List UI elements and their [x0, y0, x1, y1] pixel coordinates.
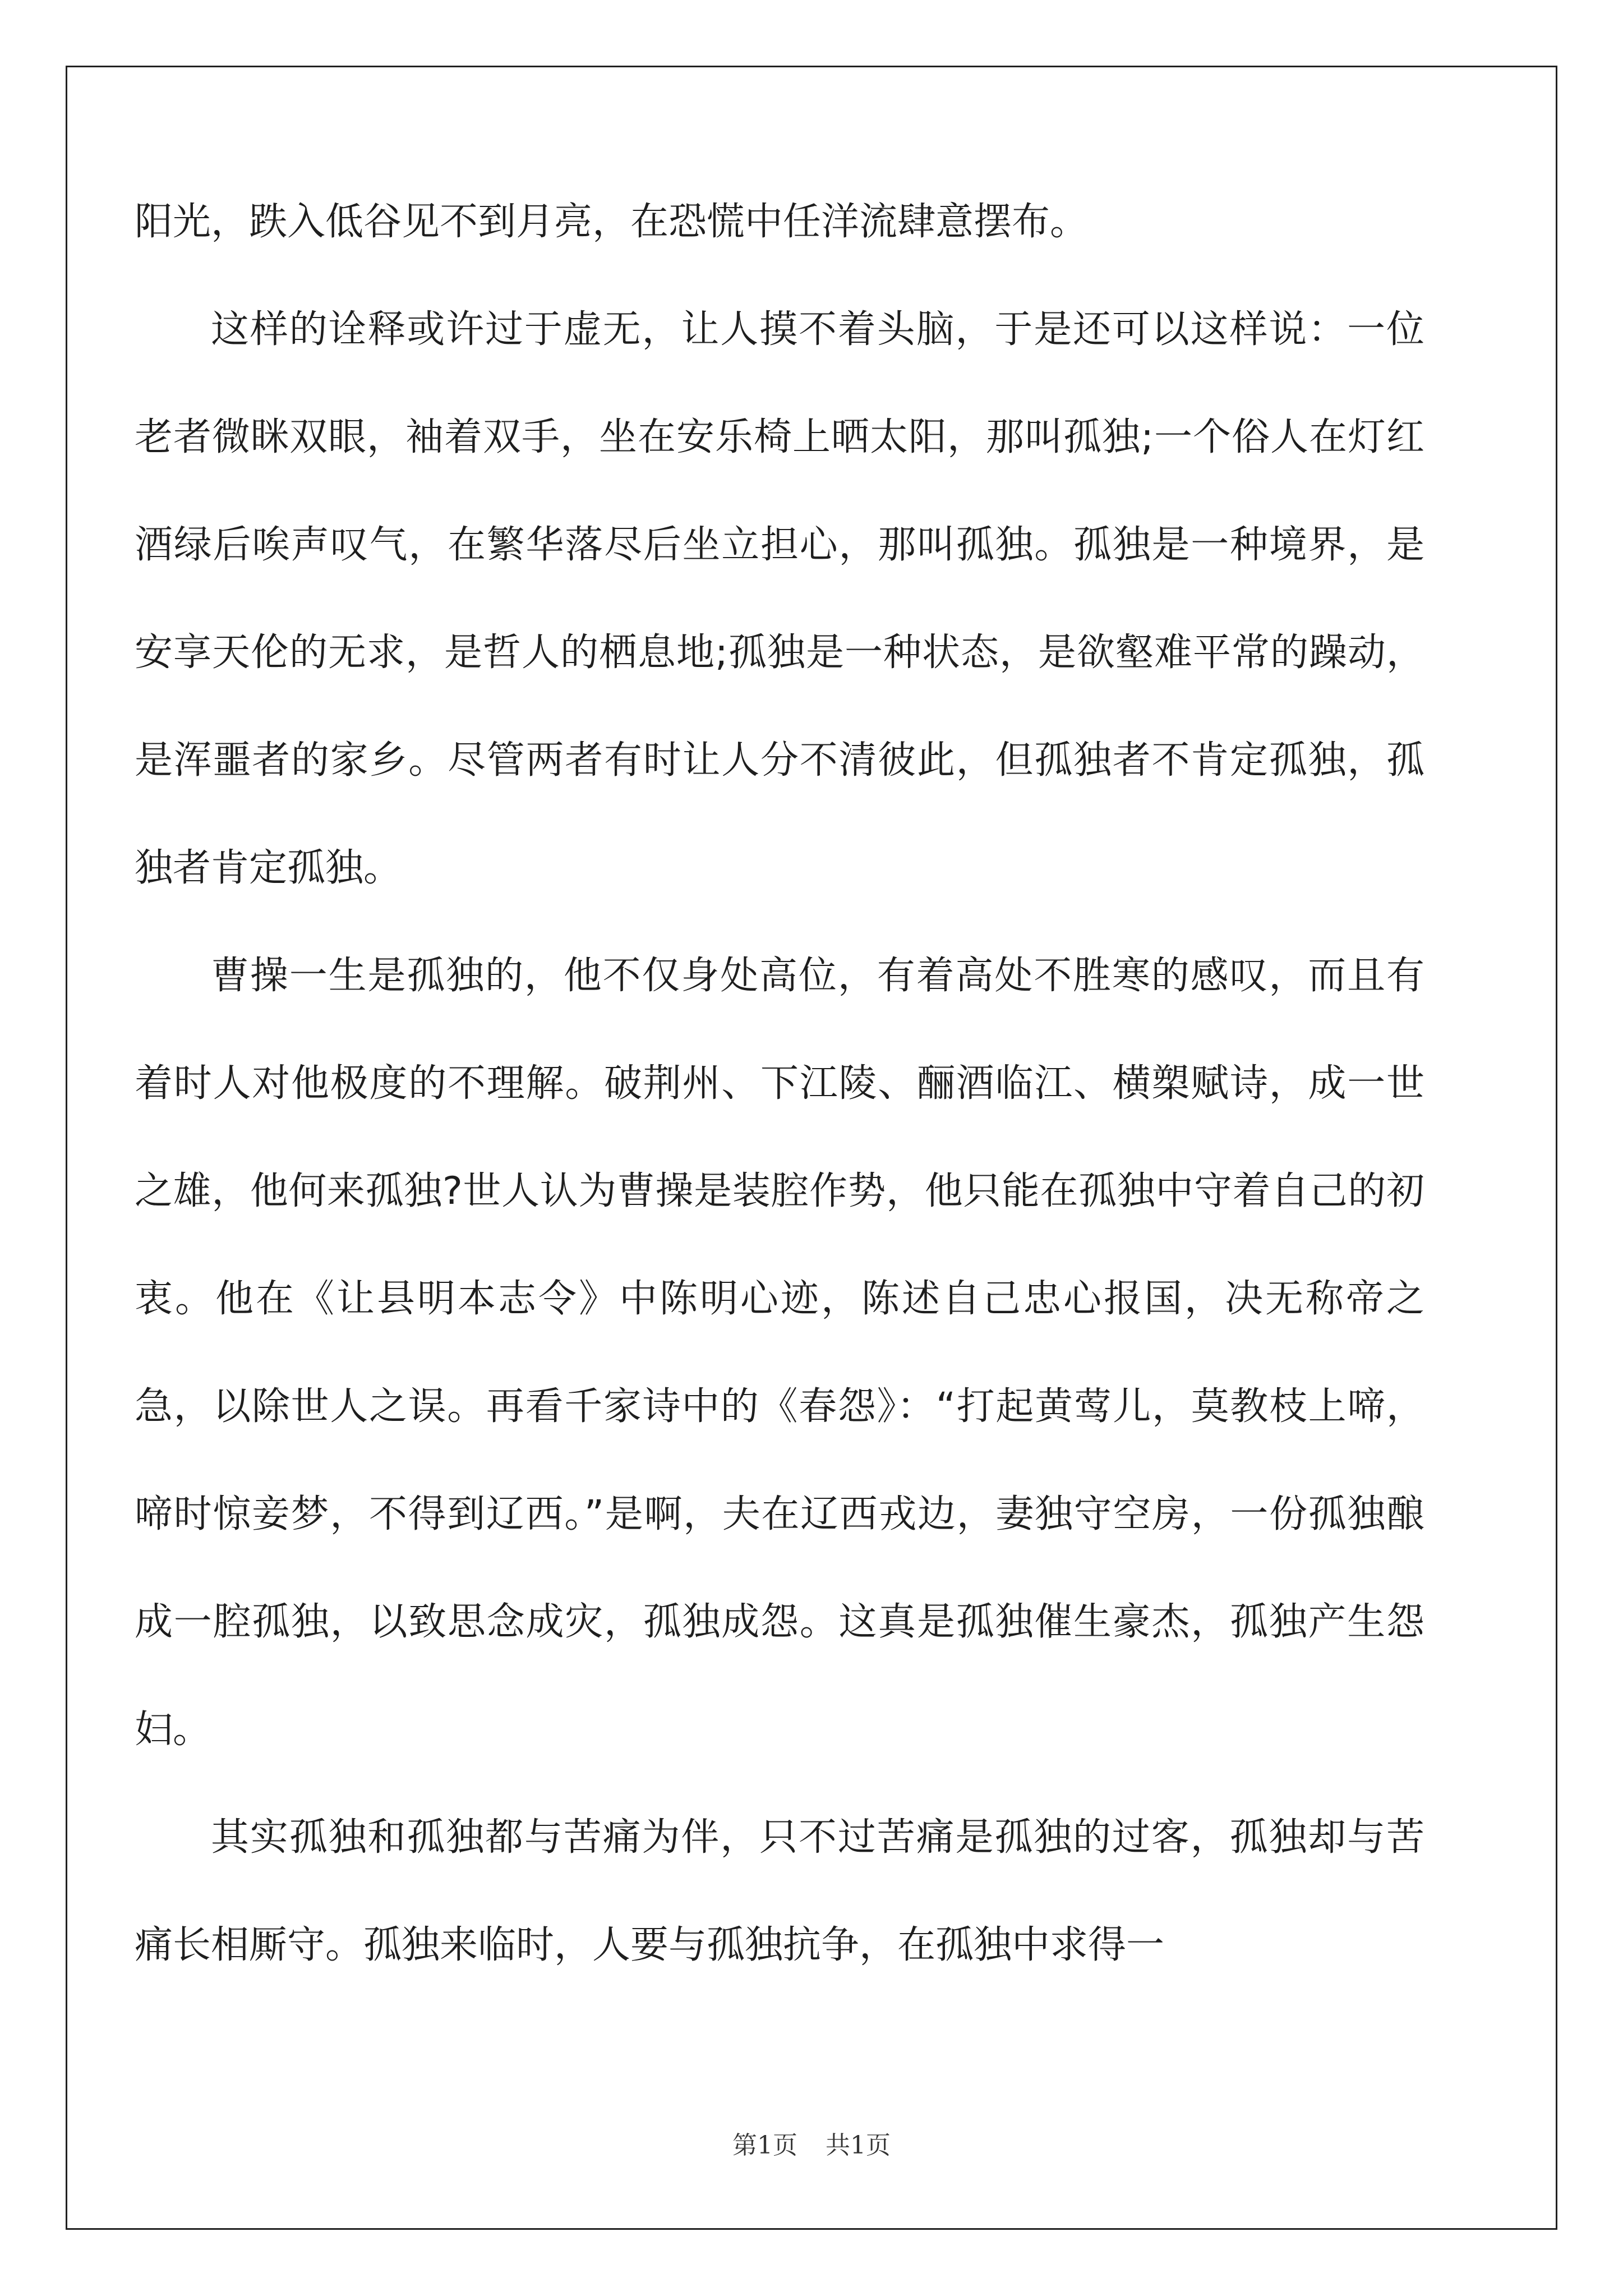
page-total: 共1页	[826, 2131, 891, 2160]
paragraph-4: 其实孤独和孤独都与苦痛为伴，只不过苦痛是孤独的过客，孤独却与苦痛长相厮守。孤独来临时，人要与孤独抗争，在孤独中求得一	[135, 1815, 1424, 1967]
paragraph-2: 这样的诠释或许过于虚无，让人摸不着头脑，于是还可以这样说：一位老者微眯双眼，袖着双手，坐在安乐椅上晒太阳，那叫孤独;一个俗人在灯红酒绿后唉声叹气，在繁华落尽后坐立担心，那叫孤独。孤独是一种境界，是安享天伦的无求，是哲人的栖息地;孤独是一种状态，是欲壑难平常的躁动，是浑噩者的家乡。尽管两者有时让人分不清彼此，但孤独者不肯定孤独，孤独者肯定孤独。	[135, 307, 1424, 890]
page-number: 第1页	[732, 2131, 797, 2160]
page-footer	[0, 2125, 1623, 2161]
document-body	[135, 168, 1424, 1999]
paragraph-1: 阳光，跌入低谷见不到月亮，在恐慌中任洋流肆意摆布。	[135, 200, 1089, 244]
paragraph-3: 曹操一生是孤独的，他不仅身处高位，有着高处不胜寒的感叹，而且有着时人对他极度的不理解。破荆州、下江陵、酾酒临江、横槊赋诗，成一世之雄，他何来孤独?世人认为曹操是装腔作势，他只能在孤独中守着自己的初衷。他在《让县明本志令》中陈明心迹，陈述自己忠心报国，决无称帝之急，以除世人之误。再看千家诗中的《春怨》：“打起黄莺儿，莫教枝上啼，啼时惊妾梦，不得到辽西。”是啊，夫在辽西戎边，妻独守空房，一份孤独酿成一腔孤独，以致思念成灾，孤独成怨。这真是孤独催生豪杰，孤独产生怨妇。	[135, 954, 1424, 1752]
